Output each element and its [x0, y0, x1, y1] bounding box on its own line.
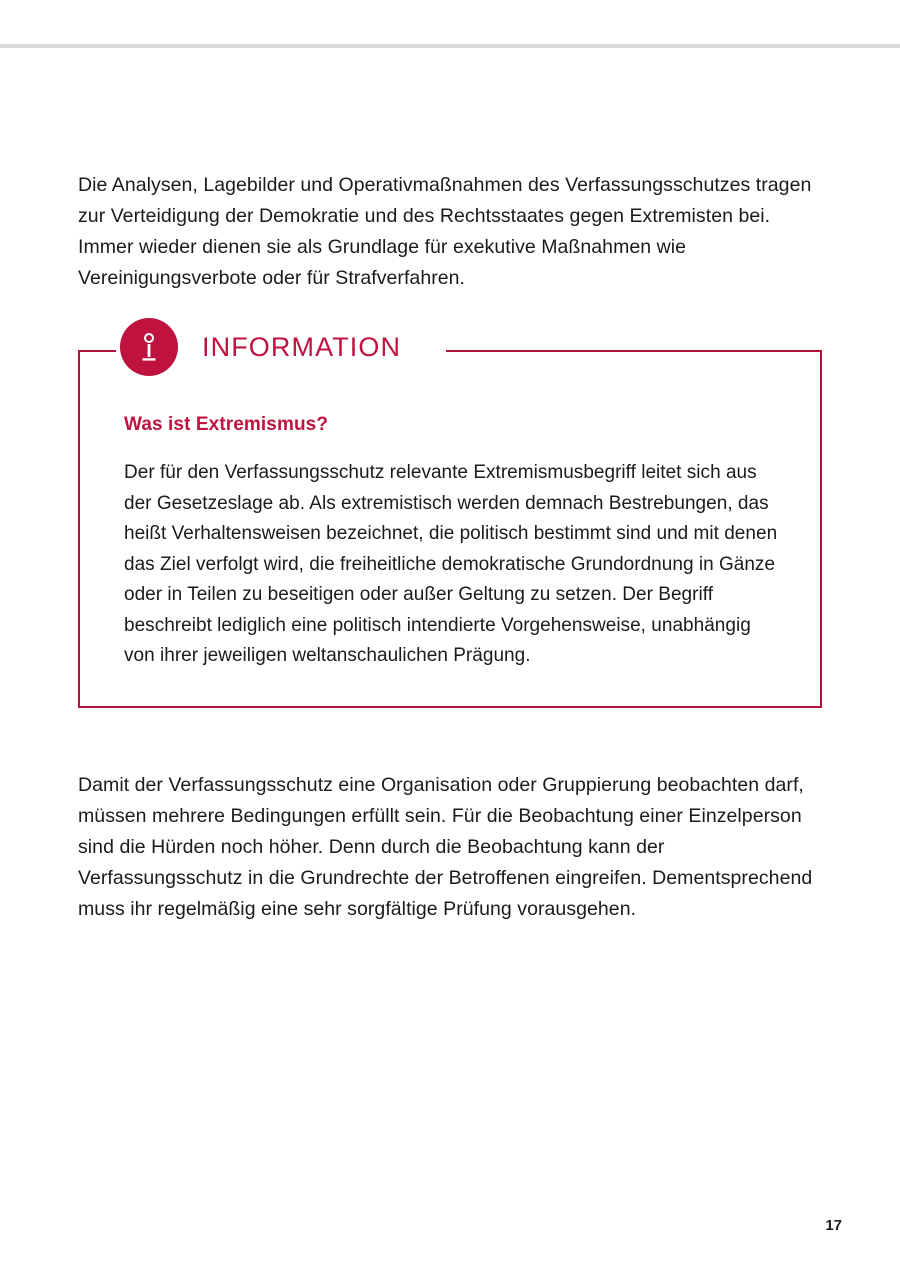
- information-box-header: [120, 312, 401, 382]
- intro-paragraph: Die Analysen, Lagebilder und Operativmaßnahmen des Verfassungsschutzes tragen zur Verteidigung der Demokratie und des Rechtsstaates gegen Extremisten bei. Immer wieder dienen sie als Grundlage für exekutive Maßnahmen wie Vereinigungsverbote oder für Strafverfahren.: [78, 174, 812, 289]
- information-box-title: INFORMATION: [202, 331, 402, 362]
- information-box-subtitle: Was ist Extremismus?: [124, 414, 329, 435]
- information-box: [78, 331, 822, 708]
- closing-paragraph: Damit der Verfassungsschutz eine Organisation oder Gruppierung beobachten darf, müssen mehrere Bedingungen erfüllt sein. Für die Beobachtung einer Einzelperson sind die Hürden noch höher. Denn durch die Beobachtung kann der Verfassungsschutz in die Grundrechte der Betroffenen eingreifen. Dementsprechend muss ihr regelmäßig eine sehr sorgfältige Prüfung vorausgehen.: [78, 773, 813, 920]
- page-number: 17: [825, 1217, 842, 1234]
- information-box-frame: [78, 331, 822, 708]
- information-icon: [120, 318, 178, 376]
- header-divider: [0, 44, 900, 48]
- page-content: [78, 170, 822, 925]
- information-box-text: Der für den Verfassungsschutz relevante Extremismusbegriff leitet sich aus der Gesetzeslage ab. Als extremistisch werden demnach Bestrebungen, das heißt Verhaltensweisen bezeichnet, die politisch bestimmt sind und mit denen das Ziel verfolgt wird, die freiheitliche demokratische Grundordnung in Gänze oder in Teilen zu beseitigen oder außer Geltung zu setzen. Der Begriff beschreibt lediglich eine politisch intendierte Vorgehensweise, unabhängig von ihrer jeweiligen weltanschaulichen Prägung.: [124, 462, 778, 666]
